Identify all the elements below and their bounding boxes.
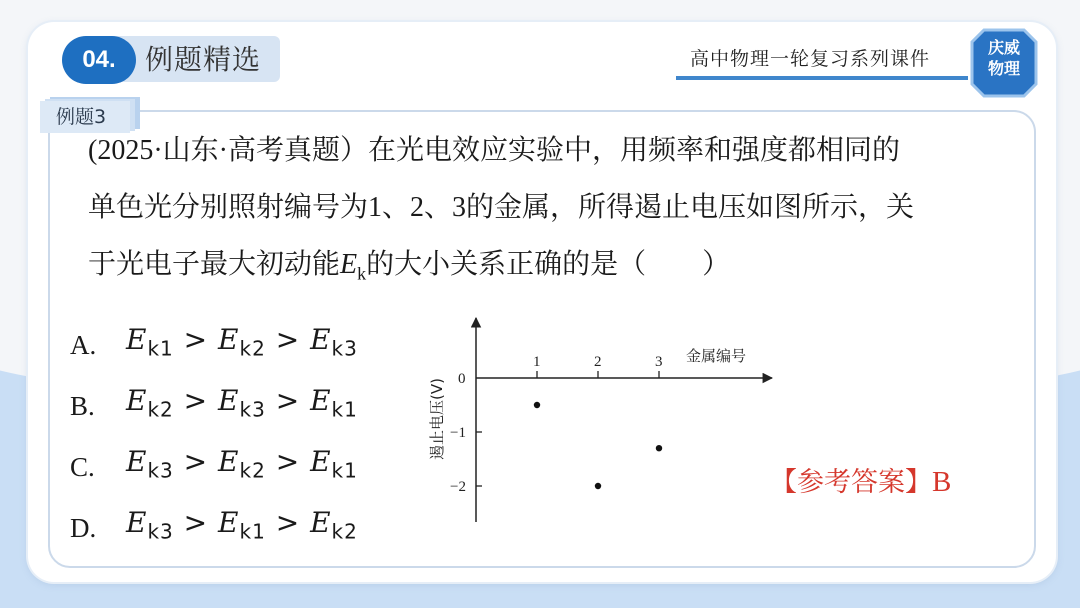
option-expression — [126, 506, 358, 544]
term-sub: k1 — [147, 337, 174, 361]
brand-line-2: 物理 — [987, 59, 1020, 78]
e-symbol: E — [218, 506, 240, 540]
brand-line-1: 庆威 — [987, 38, 1020, 57]
question-line-3-pre: 于光电子最大初动能 — [88, 249, 341, 280]
option-expression — [126, 384, 358, 422]
brand-badge-text — [970, 37, 1038, 79]
greater-than: > — [183, 323, 209, 357]
x-axis-label: 金属编号 — [686, 347, 747, 365]
data-point-1 — [534, 402, 540, 408]
section-title: 例题精选 — [145, 43, 262, 76]
term-sub: k3 — [239, 398, 266, 422]
y-tick-label: −1 — [450, 425, 466, 441]
y-tick-label: 0 — [458, 371, 466, 387]
greater-than: > — [183, 445, 209, 479]
term-sub: k1 — [331, 459, 358, 483]
x-tick-label: 1 — [533, 354, 541, 370]
series-title: 高中物理一轮复习系列课件 — [690, 48, 931, 70]
e-symbol: E — [218, 445, 240, 479]
e-symbol: E — [126, 445, 148, 479]
e-symbol: E — [218, 384, 240, 418]
answer — [770, 460, 951, 499]
term-sub: k1 — [239, 520, 266, 544]
option-label: C. — [70, 452, 95, 482]
energy-symbol: E — [340, 249, 358, 280]
question-line-3 — [72, 236, 1012, 303]
e-symbol: E — [310, 506, 332, 540]
data-point-2 — [595, 483, 601, 489]
question-text — [72, 122, 1012, 303]
term-sub: k2 — [147, 398, 174, 422]
example-tag: 例题3 — [56, 106, 107, 128]
term-sub: k3 — [147, 459, 174, 483]
option-b[interactable] — [70, 361, 358, 422]
options-list — [70, 300, 358, 544]
x-tick-label: 2 — [594, 354, 602, 370]
greater-than: > — [183, 506, 209, 540]
answer-label: 【参考答案】 — [770, 467, 932, 498]
question-line-2: 单色光分别照射编号为1、2、3的金属，所得遏止电压如图所示，关 — [88, 192, 915, 223]
greater-than: > — [275, 445, 301, 479]
series-underline — [676, 76, 968, 80]
section-number: 04. — [62, 36, 136, 84]
e-symbol: E — [310, 384, 332, 418]
greater-than: > — [275, 506, 301, 540]
question-line-3-post: 的大小关系正确的是（ ） — [366, 249, 731, 280]
x-tick-label: 3 — [655, 354, 663, 370]
term-sub: k3 — [147, 520, 174, 544]
y-tick-label: −2 — [450, 479, 466, 495]
e-symbol: E — [218, 323, 240, 357]
energy-subscript: k — [357, 263, 367, 284]
term-sub: k2 — [239, 337, 266, 361]
greater-than: > — [275, 384, 301, 418]
answer-value: B — [932, 466, 952, 498]
option-label: A. — [70, 330, 97, 360]
term-sub: k2 — [239, 459, 266, 483]
greater-than: > — [183, 384, 209, 418]
e-symbol: E — [126, 323, 148, 357]
option-a[interactable] — [70, 300, 358, 361]
y-axis-label: 遏止电压(V) — [428, 378, 446, 460]
e-symbol: E — [310, 323, 332, 357]
option-d[interactable] — [70, 483, 358, 544]
data-point-3 — [656, 445, 662, 451]
e-symbol: E — [126, 506, 148, 540]
option-expression — [126, 445, 358, 483]
option-c[interactable] — [70, 422, 358, 483]
term-sub: k3 — [331, 337, 358, 361]
option-label: B. — [70, 391, 95, 421]
greater-than: > — [275, 323, 301, 357]
stopping-voltage-chart — [420, 312, 780, 528]
question-line-1: (2025·山东·高考真题）在光电效应实验中，用频率和强度都相同的 — [88, 135, 900, 166]
e-symbol: E — [126, 384, 148, 418]
option-expression — [126, 323, 358, 361]
term-sub: k2 — [331, 520, 358, 544]
e-symbol: E — [310, 445, 332, 479]
option-label: D. — [70, 513, 97, 543]
term-sub: k1 — [331, 398, 358, 422]
